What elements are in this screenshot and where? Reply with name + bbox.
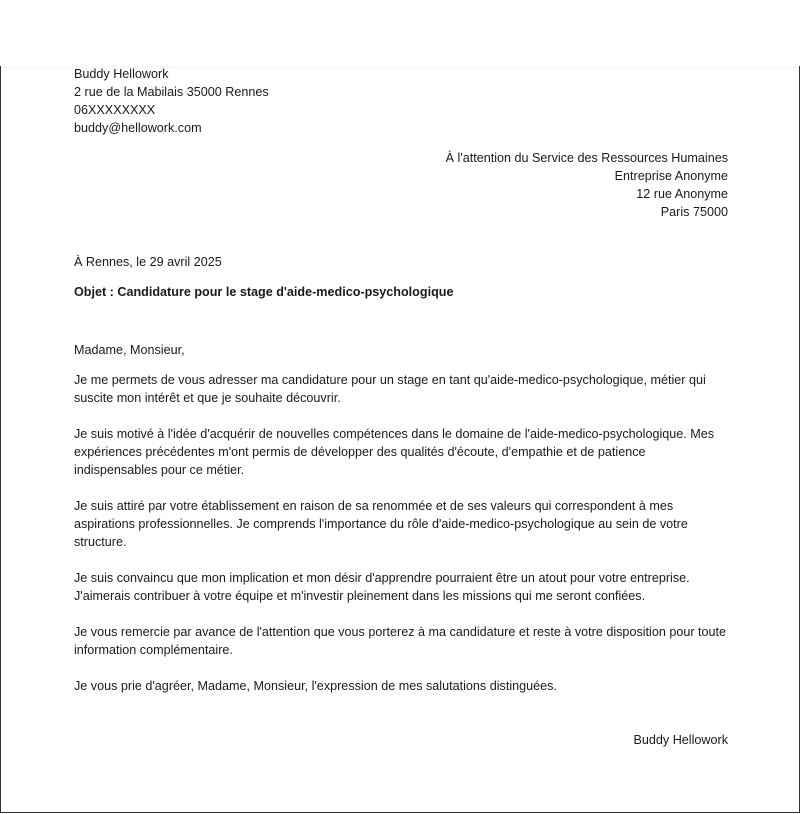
greeting: Madame, Monsieur, <box>74 343 185 357</box>
letter-page <box>0 62 800 813</box>
body-paragraph: Je me permets de vous adresser ma candidature pour un stage en tant qu'aide-medico-psychologique, métier qui suscite mon intérêt et que je souhaite découvrir. <box>74 373 706 405</box>
body-paragraph: Je vous remercie par avance de l'attention que vous porterez à ma candidature et reste à votre disposition pour toute information complémentaire. <box>74 625 727 657</box>
sender-block <box>74 65 728 137</box>
subject-line: Objet : Candidature pour le stage d'aide-medico-psychologique <box>74 285 454 299</box>
recipient-block <box>74 149 728 221</box>
sender-name: Buddy Hellowork <box>74 67 169 81</box>
sender-phone: 06XXXXXXXX <box>74 103 156 117</box>
date-line: À Rennes, le 29 avril 2025 <box>74 255 222 269</box>
recipient-city: Paris 75000 <box>660 205 728 219</box>
closing-paragraph: Je vous prie d'agréer, Madame, Monsieur, l'expression de mes salutations distinguées. <box>74 679 557 693</box>
signature: Buddy Hellowork <box>633 733 728 747</box>
letter-body <box>74 371 728 713</box>
top-band <box>0 0 800 66</box>
body-paragraph: Je suis attiré par votre établissement en raison de sa renommée et de ses valeurs qui correspondent à mes aspirations professionnelles. Je comprends l'importance du rôle d'aide-medico-psychologique au sein de votre structure. <box>74 499 688 549</box>
body-paragraph: Je suis convaincu que mon implication et mon désir d'apprendre pourraient être un atout pour votre entreprise. J'aimerais contribuer à votre équipe et m'investir pleinement dans les missions qui me seront confiées. <box>74 571 690 603</box>
sender-email: buddy@hellowork.com <box>74 121 202 135</box>
body-paragraph: Je suis motivé à l'idée d'acquérir de nouvelles compétences dans le domaine de l'aide-medico-psychologique. Mes expériences précédentes m'ont permis de développer des qualités d'écoute, d'empathie et de patience indispensables pour ce métier. <box>74 427 715 477</box>
recipient-street: 12 rue Anonyme <box>636 187 728 201</box>
recipient-attention: À l'attention du Service des Ressources Humaines <box>445 151 728 165</box>
recipient-company: Entreprise Anonyme <box>614 169 728 183</box>
sender-address: 2 rue de la Mabilais 35000 Rennes <box>74 85 269 99</box>
